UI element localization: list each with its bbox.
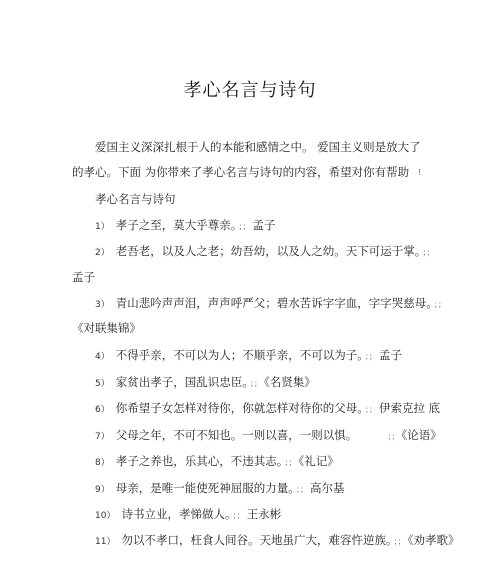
quote-text: 青山悲吟声声泪，声声呼严父；碧水苦诉字字血，字字哭慈母。 [115, 296, 432, 310]
quote-author: 《劝孝歌》 [407, 533, 460, 547]
list-item [95, 532, 459, 550]
quote-separator: ；； [364, 352, 377, 361]
quote-number: 7） [95, 432, 110, 442]
list-item [95, 506, 281, 524]
quote-text: 不得乎亲，不可以为人；不顺乎亲，不可以为子。 [115, 348, 363, 362]
quote-author: 高尔基 [309, 481, 345, 495]
quote-text: 诗书立业，孝悌做人。 [121, 507, 231, 521]
quote-author: 孟子 [72, 270, 95, 284]
list-item [95, 453, 339, 471]
quote-number: 2） [95, 248, 110, 258]
intro-line-1: 爱国主义深深扎根于人的本能和感情之中。 爱国主义则是放大了 [95, 140, 421, 154]
section-heading: 孝心名言与诗句 [95, 192, 176, 206]
quote-number: 8） [95, 458, 110, 468]
quote-separator: ；； [433, 300, 446, 309]
quote-author: 《名贤集》 [263, 375, 316, 389]
list-item [95, 217, 275, 235]
quote-number: 4） [95, 352, 110, 362]
quote-author: 王永彬 [246, 507, 282, 521]
quote-separator: ；； [295, 485, 308, 494]
quote-author: 《礼记》 [298, 454, 339, 468]
list-item [95, 243, 436, 261]
quote-number: 10） [95, 511, 116, 521]
page-title: 孝心名言与诗句 [183, 80, 317, 101]
quote-number: 5） [95, 379, 110, 389]
quote-separator: ；； [249, 379, 262, 388]
list-item [95, 347, 402, 365]
quote-author: 《论语》 [401, 428, 442, 442]
list-item [95, 480, 344, 498]
list-item [95, 374, 316, 392]
quote-author: 伊索克拉 底 [378, 401, 441, 415]
quote-number: 3） [95, 300, 110, 310]
quote-author: 《对联集锦》 [72, 321, 141, 335]
quote-separator: ；； [284, 458, 297, 467]
quote-text: 家贫出孝子，国乱识忠臣。 [115, 375, 248, 389]
quote-separator: ；； [232, 511, 245, 520]
list-item [95, 427, 442, 445]
quote-author: 孟子 [252, 218, 276, 232]
list-item [95, 400, 440, 418]
quote-text: 孝子之养也，乐其心，不违其志。 [115, 454, 283, 468]
quote-author: 孟子 [378, 348, 402, 362]
quote-text: 母亲，是唯一能使死神屈服的力量。 [115, 481, 294, 495]
quote-separator: ；； [238, 222, 251, 231]
quote-number: 9） [95, 485, 110, 495]
quote-separator: ；； [393, 537, 406, 546]
quote-text: 父母之年，不可不知也。一则以喜，一则以惧。 [115, 428, 352, 442]
quote-text: 孝子之至，莫大乎尊亲。 [115, 218, 237, 232]
quote-separator: ；； [387, 432, 400, 441]
intro-mark: ! [418, 168, 422, 177]
quote-number: 11） [95, 537, 116, 547]
intro-line-2: 的孝心。下面 为你带来了孝心名言与诗句的内容，希望对你有帮助 [72, 165, 410, 179]
quote-text: 你希望子女怎样对待你，你就怎样对待你的父母。 [115, 401, 363, 415]
quote-separator: ；； [422, 248, 435, 257]
quote-separator: ；； [364, 405, 377, 414]
quote-number: 1） [95, 222, 110, 232]
quote-number: 6） [95, 405, 110, 415]
quote-text: 勿以不孝口，枉食人间谷。天地虽广大，难容忤逆族。 [121, 533, 392, 547]
list-item [95, 295, 448, 313]
quote-text: 老吾老，以及人之老；幼吾幼，以及人之幼。天下可运于掌。 [115, 244, 421, 258]
